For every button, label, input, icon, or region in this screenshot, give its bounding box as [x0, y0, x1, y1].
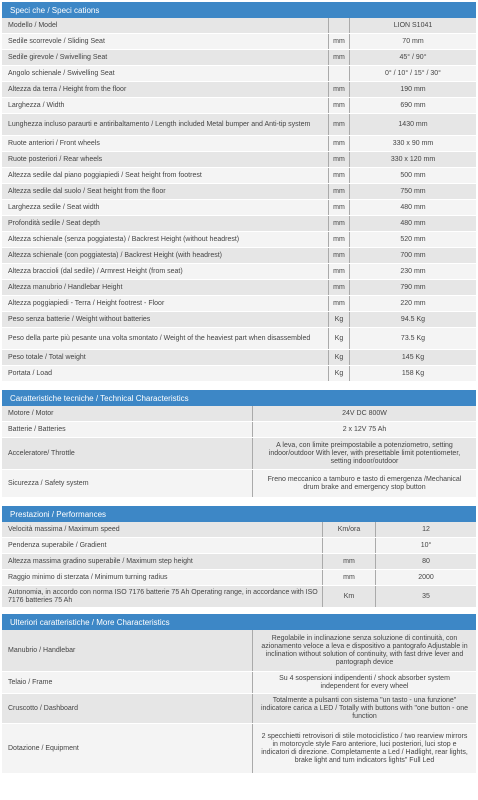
row-unit: mm [328, 184, 350, 199]
table-row [2, 216, 476, 232]
row-label: Altezza sedile dal piano poggiapiedi / Seat height from footrest [8, 171, 202, 179]
row-label: Lunghezza incluso paraurti e antiribaltamento / Length included Metal bumper and Anti-tip system [8, 120, 311, 128]
row-unit: mm [328, 82, 350, 97]
performances-table [2, 522, 476, 608]
row-label: Altezza manubrio / Handlebar Height [8, 283, 123, 291]
table-row [2, 136, 476, 152]
row-unit: mm [328, 280, 350, 295]
row-label: Cruscotto / Dashboard [8, 704, 79, 712]
table-row [2, 152, 476, 168]
row-label: Ruote anteriori / Front wheels [8, 139, 100, 147]
row-value: 24V DC 800W [252, 406, 476, 421]
row-label: Larghezza sedile / Seat width [8, 203, 100, 211]
row-value: 158 Kg [401, 369, 425, 377]
row-unit: Kg [328, 328, 350, 349]
table-row [2, 264, 476, 280]
row-value: 1430 mm [398, 120, 428, 128]
table-row [2, 98, 476, 114]
row-unit: Kg [328, 312, 350, 327]
row-unit [322, 538, 376, 553]
row-unit: mm [328, 216, 350, 231]
row-label: Manubrio / Handlebar [8, 646, 76, 654]
row-value: 480 mm [400, 219, 426, 227]
row-value: 70 mm [402, 37, 424, 45]
row-unit: Km/ora [322, 522, 376, 537]
row-value: 94.5 Kg [400, 315, 426, 323]
row-label: Larghezza / Width [8, 101, 65, 109]
row-label: Pendenza superabile / Gradient [8, 541, 107, 549]
table-row [2, 538, 476, 554]
row-label: Portata / Load [8, 369, 52, 377]
row-unit: mm [322, 554, 376, 569]
table-row [2, 296, 476, 312]
row-value: 230 mm [400, 267, 426, 275]
section-header-more [2, 614, 476, 630]
table-row [2, 280, 476, 296]
table-row [2, 630, 476, 672]
more-characteristics-table [2, 630, 476, 774]
row-value: 2000 [418, 573, 434, 581]
table-row [2, 66, 476, 82]
table-row [2, 184, 476, 200]
row-value: 80 [422, 557, 430, 565]
row-value: 330 x 90 mm [392, 139, 434, 147]
row-label: Autonomia, in accordo con norma ISO 7176 batterie 75 Ah Operating range, in accordance with ISO 7176 batteries 75 Ah [8, 588, 318, 604]
table-row [2, 724, 476, 774]
row-label: Profondità sedile / Seat depth [8, 219, 100, 227]
row-label: Altezza massima gradino superabile / Maximum step height [8, 557, 193, 565]
technical-table [2, 406, 476, 498]
row-unit: mm [328, 50, 350, 65]
row-unit [328, 66, 350, 81]
row-label: Dotazione / Equipment [8, 744, 79, 752]
table-row [2, 312, 476, 328]
row-value: LION S1041 [393, 21, 433, 29]
table-row [2, 350, 476, 366]
row-label: Modello / Model [8, 21, 58, 29]
row-value: 480 mm [400, 203, 426, 211]
row-value: 12 [422, 525, 430, 533]
table-row [2, 328, 476, 350]
row-label: Telaio / Frame [8, 678, 53, 686]
row-value: 2 x 12V 75 Ah [252, 422, 476, 437]
row-value: 73.5 Kg [400, 334, 426, 342]
table-row [2, 82, 476, 98]
row-value: 2 specchietti retrovisori di stile motociclistico / two rearview mirrors in motorcycle style Faro anteriore, luci posteriori, luci stop e indicatori di direzione. Completamente a Led / Hadlight, rear lights, brake light and turn indicators lights" Full Led [252, 724, 476, 773]
row-unit: mm [328, 264, 350, 279]
row-unit [328, 18, 350, 33]
row-value: 700 mm [400, 251, 426, 259]
row-label: Altezza schienale (con poggiatesta) / Backrest Height (with headrest) [8, 251, 222, 259]
section-header-specifications [2, 2, 476, 18]
row-value: 220 mm [400, 299, 426, 307]
row-unit: mm [322, 570, 376, 585]
row-label: Raggio minimo di sterzata / Minimum turning radius [8, 573, 168, 581]
row-label: Sedile girevole / Swivelling Seat [8, 53, 108, 61]
section-title: Prestazioni / Performances [10, 509, 107, 519]
row-label: Altezza da terra / Height from the floor [8, 85, 127, 93]
section-title: Ulteriori caratteristiche / More Characteristics [10, 617, 170, 627]
row-value: Su 4 sospensioni indipendenti / shock absorber system independent for every wheel [252, 672, 476, 693]
row-label: Altezza poggiapiedi - Terra / Height footrest - Floor [8, 299, 165, 307]
row-label: Altezza schienale (senza poggiatesta) / Backrest Height (without headrest) [8, 235, 240, 243]
table-row [2, 366, 476, 382]
row-unit: mm [328, 136, 350, 151]
row-unit: mm [328, 114, 350, 135]
row-value: 520 mm [400, 235, 426, 243]
table-row [2, 470, 476, 498]
row-unit: Kg [328, 350, 350, 365]
table-row [2, 522, 476, 538]
section-header-performances [2, 506, 476, 522]
row-label: Batterie / Batteries [8, 425, 66, 433]
row-label: Peso totale / Total weight [8, 353, 86, 361]
row-value: 35 [422, 592, 430, 600]
row-value: Totalmente a pulsanti con sistema "un tasto - una funzione" indicatore carica a LED / Totally with buttons with "one button - one function [252, 694, 476, 723]
table-row [2, 422, 476, 438]
table-row [2, 168, 476, 184]
row-label: Sedile scorrevole / Sliding Seat [8, 37, 105, 45]
table-row [2, 34, 476, 50]
row-label: Angolo schienale / Swivelling Seat [8, 69, 115, 77]
section-header-technical [2, 390, 476, 406]
table-row [2, 232, 476, 248]
row-label: Velocità massima / Maximum speed [8, 525, 120, 533]
row-label: Sicurezza / Safety system [8, 479, 89, 487]
table-row [2, 694, 476, 724]
table-row [2, 406, 476, 422]
row-label: Ruote posteriori / Rear wheels [8, 155, 103, 163]
row-value: 145 Kg [401, 353, 425, 361]
row-value: 750 mm [400, 187, 426, 195]
specifications-table [2, 18, 476, 382]
row-label: Altezza sedile dal suolo / Seat height from the floor [8, 187, 166, 195]
row-value: Freno meccanico a tamburo e tasto di emergenza /Mechanical drum brake and emergency stop button [252, 470, 476, 497]
row-label: Peso della parte più pesante una volta smontato / Weight of the heaviest part when disassembled [8, 334, 311, 342]
row-value: 0° / 10° / 15° / 30° [385, 69, 441, 77]
section-title: Caratteristiche tecniche / Technical Characteristics [10, 393, 189, 403]
row-value: 790 mm [400, 283, 426, 291]
row-unit: mm [328, 232, 350, 247]
row-value: Regolabile in inclinazione senza soluzione di continuità, con azionamento veloce a leva e dispositivo a pantografo Adjustable in inclination without solution of continuity, with fast drive lever and pantograph device [252, 630, 476, 671]
table-row [2, 554, 476, 570]
table-row [2, 570, 476, 586]
table-row [2, 18, 476, 34]
row-value: 10° [420, 541, 432, 549]
row-unit: mm [328, 168, 350, 183]
table-row [2, 672, 476, 694]
table-row [2, 586, 476, 608]
table-row [2, 248, 476, 264]
row-unit: mm [328, 152, 350, 167]
row-value: 190 mm [400, 85, 426, 93]
row-unit: mm [328, 248, 350, 263]
row-value: 45° / 90° [399, 53, 427, 61]
row-label: Altezza braccioli (dal sedile) / Armrest Height (from seat) [8, 267, 183, 275]
row-unit: Kg [328, 366, 350, 381]
table-row [2, 50, 476, 66]
spec-sheet [0, 2, 478, 800]
row-unit: mm [328, 200, 350, 215]
row-unit: mm [328, 296, 350, 311]
row-unit: mm [328, 34, 350, 49]
row-value: 500 mm [400, 171, 426, 179]
row-unit: mm [328, 98, 350, 113]
table-row [2, 114, 476, 136]
row-unit: Km [322, 586, 376, 607]
row-label: Acceleratore/ Throttle [8, 449, 75, 457]
section-title: Speci che / Speci cations [10, 5, 100, 15]
row-value: 690 mm [400, 101, 426, 109]
row-label: Motore / Motor [8, 409, 54, 417]
row-label: Peso senza batterie / Weight without batteries [8, 315, 151, 323]
row-value: 330 x 120 mm [390, 155, 436, 163]
row-value: A leva, con limite preimpostabile a potenziometro, setting indoor/outdoor With lever, with presettable limit potentiometer, setting indoor/outdoor [252, 438, 476, 469]
table-row [2, 200, 476, 216]
table-row [2, 438, 476, 470]
